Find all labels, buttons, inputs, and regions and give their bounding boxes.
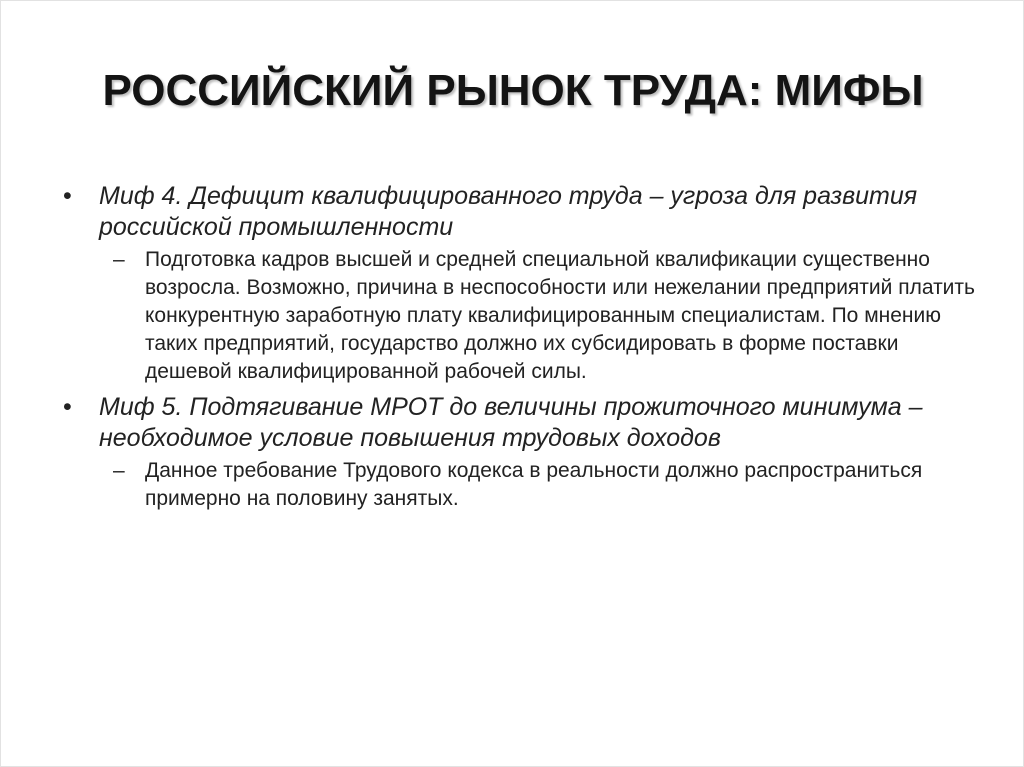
bullet-marker: • <box>63 182 72 210</box>
sub-item-myth-5-explanation <box>57 457 977 513</box>
sub-item-text: Подготовка кадров высшей и средней специальной квалификации существенно возросла. Возможно, причина в неспособности или нежелании предприятий платить конкурентную заработную плату квалифицированным специалистам. По мнению таких предприятий, государство должно их субсидировать в форме поставки дешевой квалифицированной рабочей силы. <box>145 248 975 383</box>
dash-marker: – <box>113 459 125 482</box>
bullet-item-myth-5 <box>57 392 977 454</box>
dash-marker: – <box>113 248 125 271</box>
bullet-text: Миф 5. Подтягивание МРОТ до величины прожиточного минимума – необходимое условие повышения трудовых доходов <box>99 393 923 452</box>
bullet-item-myth-4 <box>57 181 977 243</box>
slide-title: РОССИЙСКИЙ РЫНОК ТРУДА: МИФЫ <box>102 66 924 115</box>
bullet-marker: • <box>63 393 72 421</box>
sub-item-myth-4-explanation <box>57 246 977 386</box>
bullet-text: Миф 4. Дефицит квалифицированного труда – угроза для развития российской промышленности <box>99 182 918 241</box>
sub-item-text: Данное требование Трудового кодекса в реальности должно распространиться примерно на половину занятых. <box>145 459 923 510</box>
bullet-list <box>57 181 977 519</box>
